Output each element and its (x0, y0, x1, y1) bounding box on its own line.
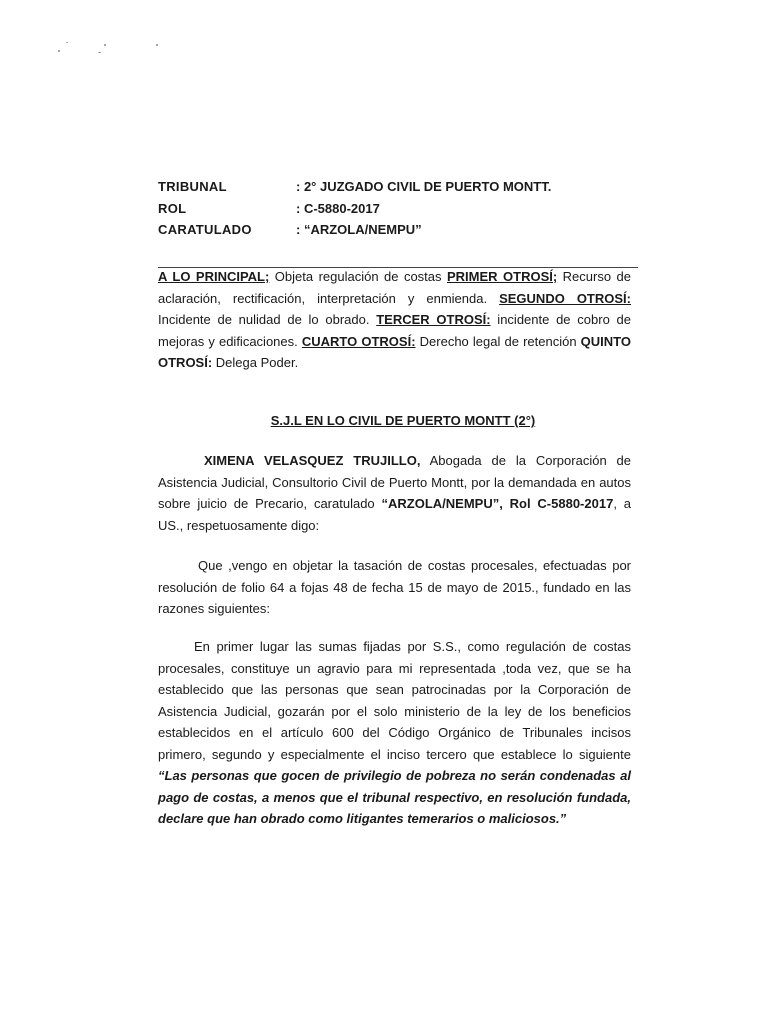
principal-label: A LO PRINCIPAL; (158, 269, 270, 284)
addressee-text: S.J.L EN LO CIVIL DE PUERTO MONTT (2°) (270, 413, 536, 428)
tercer-otrosi-text: incidente de cobro de mejoras y edificaciones. (158, 312, 631, 349)
grounds-paragraph (158, 636, 631, 830)
primer-otrosi-label: PRIMER OTROSÍ; (447, 269, 558, 284)
header-row-caratulado (158, 219, 551, 241)
header-row-rol (158, 198, 551, 220)
primer-otrosi-text: Recurso de aclaración, rectificación, interpretación y enmienda. (158, 269, 632, 306)
intro-paragraph (158, 450, 631, 536)
principal-text: Objeta regulación de costas (269, 269, 447, 284)
grounds-text: En primer lugar las sumas fijadas por S.S., como regulación de costas procesales, constituye un agravio para mi representada ,toda vez, que se ha establecido que las personas que sean patrocinadas por la Corporación de Asistencia Judicial, gozarán por el solo ministerio de la ley de los beneficios establecidos en el artículo 600 del Código Orgánico de Tribunales incisos primero, segundo y especialmente el inciso tercero que establece lo siguiente (158, 639, 631, 762)
segundo-otrosi-text: Incidente de nulidad de lo obrado. (158, 312, 377, 328)
attorney-name: XIMENA VELASQUEZ TRUJILLO, (204, 453, 421, 468)
header-row-tribunal (158, 176, 551, 198)
court-addressee (0, 413, 768, 428)
tercer-otrosi-label: TERCER OTROSÍ: (376, 312, 491, 328)
scan-specks (40, 38, 120, 62)
quinto-otrosi-label: QUINTO OTROSÍ: (158, 333, 631, 371)
header-value: : “ARZOLA/NEMPU” (296, 222, 422, 238)
header-label: TRIBUNAL (158, 179, 227, 195)
header-label: CARATULADO (158, 222, 252, 238)
header-value: : C-5880-2017 (296, 200, 380, 216)
cuarto-otrosi-text: Derecho legal de retención (415, 333, 581, 349)
sumilla-block (158, 266, 631, 374)
segundo-otrosi-label: SEGUNDO OTROSÍ: (499, 290, 631, 306)
objection-paragraph (158, 555, 631, 620)
intro-text: Abogada de la Corporación de Asistencia Judicial, Consultorio Civil de Puerto Montt, por la demandada en autos sobre juicio de Precario, caratulado (158, 453, 632, 511)
intro-closing: , a US., respetuosamente digo: (158, 496, 631, 533)
case-caption: “ARZOLA/NEMPU”, Rol C-5880-2017 (381, 496, 614, 511)
header-value: : 2° JUZGADO CIVIL DE PUERTO MONTT. (296, 179, 552, 195)
cuarto-otrosi-label: CUARTO OTROSÍ: (301, 333, 416, 349)
header-label: ROL (158, 200, 187, 216)
legal-quote: “Las personas que gocen de privilegio de pobreza no serán condenadas al pago de costas, a menos que el tribunal respectivo, en resolución fundada, declare que han obrado como litigantes temerarios o maliciosos.” (158, 768, 631, 826)
quinto-otrosi-text: Delega Poder. (212, 355, 299, 371)
case-header (158, 176, 551, 241)
objection-text: Que ,vengo en objetar la tasación de costas procesales, efectuadas por resolución de folio 64 a fojas 48 de fecha 15 de mayo de 2015., fundado en las razones siguientes: (158, 558, 631, 616)
